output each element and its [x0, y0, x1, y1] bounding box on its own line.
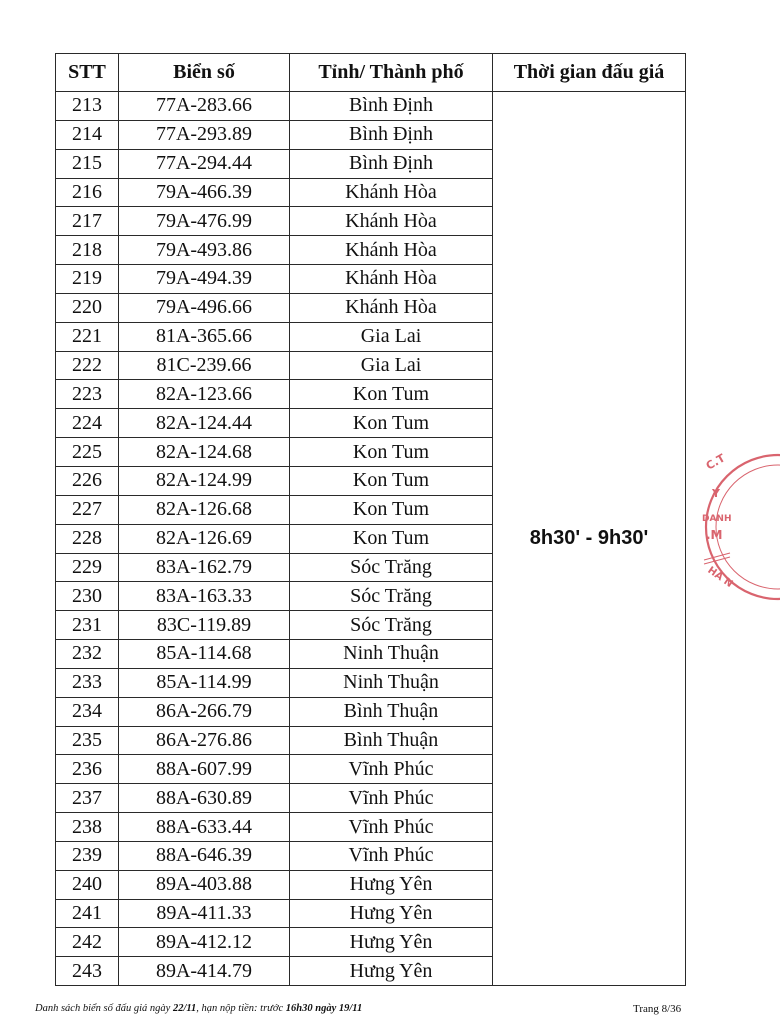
header-province: Tỉnh/ Thành phố	[290, 54, 493, 92]
row-plate: 79A-493.86	[119, 236, 290, 265]
row-stt: 231	[56, 611, 119, 640]
footer-deadline: 16h30 ngày 19/11	[285, 1003, 363, 1014]
row-plate: 81C-239.66	[119, 351, 290, 380]
row-stt: 222	[56, 351, 119, 380]
row-stt: 240	[56, 870, 119, 899]
row-province: Khánh Hòa	[290, 293, 493, 322]
row-plate: 82A-123.66	[119, 380, 290, 409]
row-province: Vĩnh Phúc	[290, 784, 493, 813]
row-province: Hưng Yên	[290, 928, 493, 957]
header-stt: STT	[56, 54, 119, 92]
row-plate: 86A-276.86	[119, 726, 290, 755]
row-stt: 237	[56, 784, 119, 813]
row-province: Khánh Hòa	[290, 178, 493, 207]
row-stt: 227	[56, 495, 119, 524]
seal-text-2: Y	[712, 487, 720, 500]
row-plate: 88A-633.44	[119, 813, 290, 842]
row-plate: 77A-294.44	[119, 149, 290, 178]
row-stt: 215	[56, 149, 119, 178]
row-stt: 236	[56, 755, 119, 784]
row-plate: 83A-162.79	[119, 553, 290, 582]
row-province: Khánh Hòa	[290, 236, 493, 265]
row-province: Sóc Trăng	[290, 611, 493, 640]
row-stt: 213	[56, 92, 119, 121]
row-stt: 228	[56, 524, 119, 553]
row-province: Ninh Thuận	[290, 668, 493, 697]
row-plate: 89A-412.12	[119, 928, 290, 957]
seal-text-3: DANH	[702, 514, 732, 524]
row-plate: 79A-476.99	[119, 207, 290, 236]
row-plate: 82A-126.68	[119, 495, 290, 524]
row-stt: 218	[56, 236, 119, 265]
row-plate: 85A-114.99	[119, 668, 290, 697]
row-province: Bình Định	[290, 149, 493, 178]
footer-prefix: Danh sách biển số đấu giá ngày	[35, 1003, 171, 1014]
row-stt: 221	[56, 322, 119, 351]
row-province: Hưng Yên	[290, 870, 493, 899]
row-stt: 235	[56, 726, 119, 755]
row-province: Khánh Hòa	[290, 207, 493, 236]
row-stt: 229	[56, 553, 119, 582]
header-auction-time: Thời gian đấu giá	[493, 54, 686, 92]
row-plate: 88A-607.99	[119, 755, 290, 784]
row-stt: 238	[56, 813, 119, 842]
row-province: Sóc Trăng	[290, 553, 493, 582]
row-plate: 86A-266.79	[119, 697, 290, 726]
row-plate: 89A-414.79	[119, 957, 290, 986]
row-province: Vĩnh Phúc	[290, 755, 493, 784]
row-province: Kon Tum	[290, 524, 493, 553]
row-province: Gia Lai	[290, 322, 493, 351]
row-plate: 79A-494.39	[119, 265, 290, 294]
row-stt: 241	[56, 899, 119, 928]
row-stt: 243	[56, 957, 119, 986]
row-province: Kon Tum	[290, 409, 493, 438]
row-stt: 217	[56, 207, 119, 236]
row-stt: 230	[56, 582, 119, 611]
row-province: Bình Định	[290, 92, 493, 121]
row-plate: 88A-646.39	[119, 841, 290, 870]
row-stt: 214	[56, 120, 119, 149]
row-plate: 81A-365.66	[119, 322, 290, 351]
row-province: Vĩnh Phúc	[290, 813, 493, 842]
page-number: Trang 8/36	[633, 1003, 682, 1015]
row-plate: 82A-124.44	[119, 409, 290, 438]
seal-text-5: HÀ N	[705, 565, 735, 591]
row-plate: 77A-293.89	[119, 120, 290, 149]
row-province: Bình Định	[290, 120, 493, 149]
row-stt: 219	[56, 265, 119, 294]
row-province: Bình Thuận	[290, 697, 493, 726]
row-plate: 88A-630.89	[119, 784, 290, 813]
row-province: Kon Tum	[290, 495, 493, 524]
row-plate: 83A-163.33	[119, 582, 290, 611]
table-row	[56, 92, 686, 121]
row-stt: 216	[56, 178, 119, 207]
row-plate: 79A-466.39	[119, 178, 290, 207]
row-plate: 82A-126.69	[119, 524, 290, 553]
footer-note	[35, 1003, 362, 1014]
row-province: Kon Tum	[290, 380, 493, 409]
row-plate: 82A-124.99	[119, 466, 290, 495]
seal-text-4: .M	[706, 528, 723, 542]
row-stt: 232	[56, 640, 119, 669]
row-plate: 83C-119.89	[119, 611, 290, 640]
row-province: Sóc Trăng	[290, 582, 493, 611]
row-province: Hưng Yên	[290, 899, 493, 928]
row-plate: 82A-124.68	[119, 438, 290, 467]
seal-text-1: C.T	[703, 451, 728, 473]
seal-icon	[700, 445, 780, 610]
company-seal	[700, 445, 735, 610]
row-province: Hưng Yên	[290, 957, 493, 986]
row-province: Ninh Thuận	[290, 640, 493, 669]
row-plate: 89A-403.88	[119, 870, 290, 899]
auction-time-cell: 8h30' - 9h30'	[493, 92, 686, 986]
footer-auction-date: 22/11	[172, 1003, 197, 1014]
header-plate: Biển số	[119, 54, 290, 92]
row-plate: 77A-283.66	[119, 92, 290, 121]
row-stt: 242	[56, 928, 119, 957]
row-province: Kon Tum	[290, 438, 493, 467]
row-plate: 79A-496.66	[119, 293, 290, 322]
footer-middle: , hạn nộp tiền: trước	[196, 1003, 284, 1014]
table-header-row	[56, 54, 686, 92]
row-stt: 239	[56, 841, 119, 870]
row-plate: 85A-114.68	[119, 640, 290, 669]
row-stt: 233	[56, 668, 119, 697]
row-stt: 224	[56, 409, 119, 438]
row-stt: 223	[56, 380, 119, 409]
row-stt: 225	[56, 438, 119, 467]
row-stt: 234	[56, 697, 119, 726]
row-province: Bình Thuận	[290, 726, 493, 755]
row-province: Vĩnh Phúc	[290, 841, 493, 870]
row-province: Kon Tum	[290, 466, 493, 495]
row-province: Gia Lai	[290, 351, 493, 380]
row-stt: 220	[56, 293, 119, 322]
row-plate: 89A-411.33	[119, 899, 290, 928]
row-stt: 226	[56, 466, 119, 495]
auction-plate-table	[55, 53, 686, 986]
row-province: Khánh Hòa	[290, 265, 493, 294]
